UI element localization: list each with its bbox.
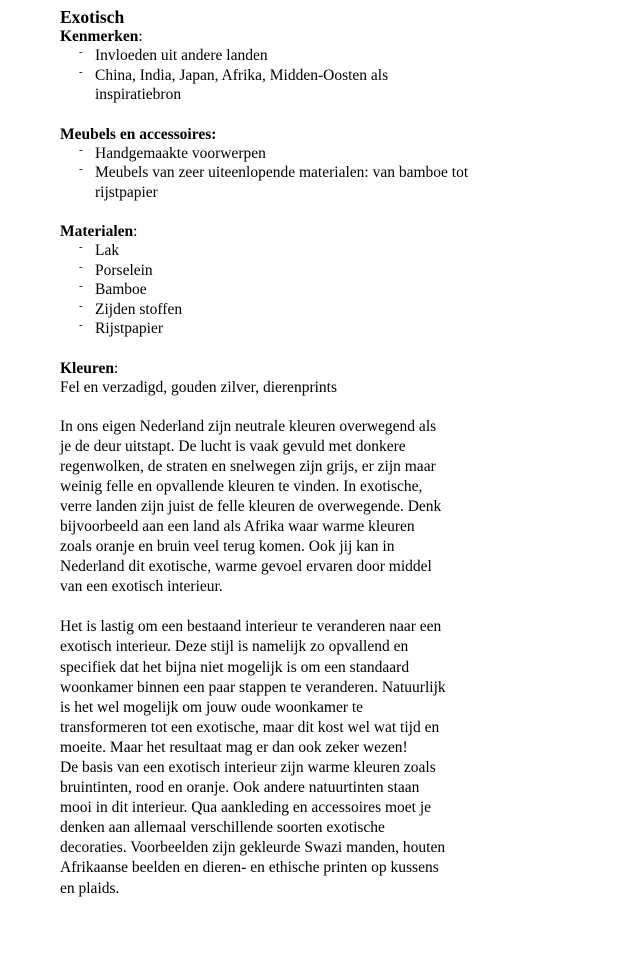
- section-heading-materialen: Materialen:: [60, 223, 138, 240]
- list-item: - Rijstpapier: [95, 319, 500, 339]
- bullet-dash-icon: -: [79, 143, 83, 156]
- section-heading-meubels: [60, 125, 500, 144]
- section-heading-kenmerken: Kenmerken:: [60, 28, 143, 45]
- bullet-dash-icon: -: [79, 163, 83, 175]
- bullet-dash-icon: -: [79, 46, 83, 58]
- section-heading-label: Materialen: [60, 223, 134, 240]
- paragraph-line: van een exotisch interieur.: [60, 578, 223, 596]
- bullet-dash-icon: -: [79, 319, 83, 331]
- paragraph-line: exotisch interieur. Deze stijl is namelijk zo opvallend en: [60, 638, 409, 656]
- body-paragraph: [60, 417, 500, 598]
- bullet-list-meubels: [60, 144, 500, 203]
- section-heading-label: Meubels en accessoires:: [60, 125, 217, 143]
- list-item: - Bamboe: [95, 280, 500, 300]
- paragraph-line: woonkamer binnen een paar stappen te veranderen. Natuurlijk: [60, 678, 446, 696]
- paragraph-line: decoraties. Voorbeelden zijn gekleurde Swazi manden, houten: [60, 839, 446, 857]
- paragraph-line: specifiek dat het bijna niet mogelijk is om een standaard: [60, 658, 410, 676]
- paragraph-line: regenwolken, de straten en snelwegen zijn grijs, er zijn maar: [60, 457, 436, 475]
- paragraph-line: je de deur uitstapt. De lucht is vaak gevuld met donkere: [60, 437, 406, 455]
- section-heading-kleuren: Kleuren:: [60, 359, 119, 377]
- paragraph-line: In ons eigen Nederland zijn neutrale kleuren overwegend als: [60, 417, 437, 435]
- paragraph-line: weinig felle en opvallende kleuren te vinden. In exotische,: [60, 477, 423, 495]
- section-heading-label: Kleuren: [60, 359, 114, 377]
- paragraph-line: verre landen zijn juist de felle kleuren de overwegende. Denk: [60, 497, 442, 515]
- body-paragraph: [60, 617, 500, 898]
- bullet-dash-icon: -: [79, 299, 83, 312]
- list-item: - Porselein: [95, 261, 500, 281]
- list-item: - China, India, Japan, Afrika, Midden-Oosten als inspiratiebron: [95, 66, 500, 105]
- list-item: - Invloeden uit andere landen: [95, 46, 500, 66]
- page-title: Exotisch: [60, 7, 125, 27]
- paragraph-line: en plaids.: [60, 879, 120, 897]
- document-page: [60, 7, 500, 899]
- list-item: - Lak: [95, 241, 500, 261]
- paragraph-line: mooi in dit interieur. Qua aankleding en accessoires moet je: [60, 799, 432, 817]
- bullet-list-kenmerken: [60, 46, 500, 105]
- paragraph-line: De basis van een exotisch interieur zijn warme kleuren zoals: [60, 759, 436, 776]
- paragraph-line: Afrikaanse beelden en dieren- en ethische printen op kussens: [60, 859, 439, 877]
- paragraph-line: transformeren tot een exotische, maar dit kost wel wat tijd en: [60, 718, 440, 736]
- paragraph-line: is het wel mogelijk om jouw oude woonkamer te: [60, 698, 364, 716]
- paragraph-line: zoals oranje en bruin veel terug komen. Ook jij kan in: [60, 538, 395, 556]
- bullet-dash-icon: -: [79, 65, 83, 78]
- bullet-dash-icon: -: [79, 241, 83, 253]
- list-item: - Zijden stoffen: [95, 300, 500, 320]
- list-item: - Meubels van zeer uiteenlopende materialen: van bamboe tot rijstpapier: [95, 163, 500, 202]
- paragraph-line: bruintinten, rood en oranje. Ook andere natuurtinten staan: [60, 779, 420, 797]
- bullet-dash-icon: -: [79, 280, 83, 292]
- bullet-dash-icon: -: [79, 260, 83, 273]
- list-item: - Handgemaakte voorwerpen: [95, 144, 500, 164]
- paragraph-line: moeite. Maar het resultaat mag er dan ook zeker wezen!: [60, 738, 408, 756]
- section-heading-label: Kenmerken: [60, 28, 139, 45]
- paragraph-line: bijvoorbeeld aan een land als Afrika waar warme kleuren: [60, 517, 415, 535]
- paragraph-line: Het is lastig om een bestaand interieur te veranderen naar een: [60, 618, 442, 636]
- bullet-list-materialen: [60, 241, 500, 339]
- paragraph-line: denken aan allemaal verschillende soorten exotische: [60, 819, 385, 837]
- kleuren-text: Fel en verzadigd, gouden zilver, dierenprints: [60, 378, 337, 396]
- paragraph-line: Nederland dit exotische, warme gevoel ervaren door middel: [60, 558, 432, 576]
